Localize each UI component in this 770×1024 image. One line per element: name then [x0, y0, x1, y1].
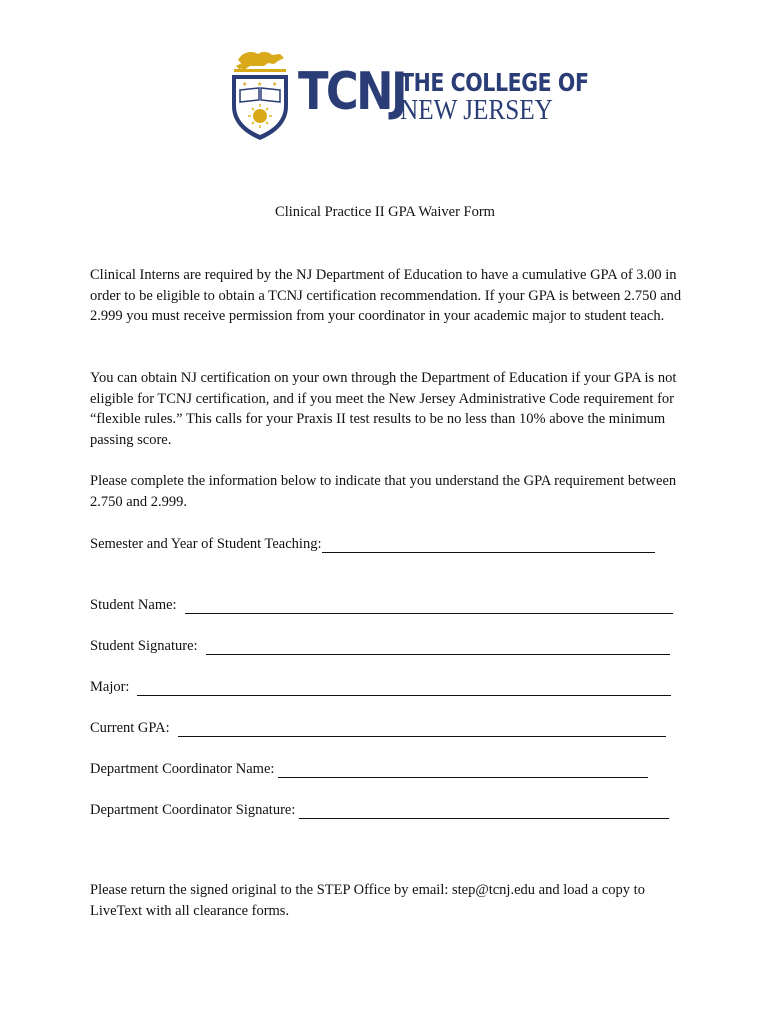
major-label: Major: — [90, 679, 130, 695]
paragraph-requirement: Clinical Interns are required by the NJ Department of Education to have a cumulative GPA of 3.00 in order to be eligible to obtain a TCNJ certification recommendation. If your GPA is between 2.750 and 2.999 you must receive permission from your coordinator in your academic major to student teach. — [90, 267, 682, 324]
coordinator-signature-field — [90, 799, 669, 819]
student-signature-label: Student Signature: — [90, 638, 198, 654]
coordinator-name-input-line[interactable] — [278, 762, 648, 778]
logo-name-line1: THE COLLEGE OF — [400, 68, 589, 97]
student-signature-field — [90, 635, 670, 655]
student-signature-input-line[interactable] — [206, 639, 670, 655]
paragraph-nj-certification: You can obtain NJ certification on your own through the Department of Education if your GPA is not eligible for TCNJ certification, and if you meet the New Jersey Administrative Code requirement for “flexible rules.” This calls for your Praxis II test results to be no less than 10% above the minimum passing score. — [90, 370, 677, 448]
coordinator-name-label: Department Coordinator Name: — [90, 761, 275, 777]
current-gpa-label: Current GPA: — [90, 720, 170, 736]
return-instructions: Please return the signed original to the STEP Office by email: step@tcnj.edu and load a copy to LiveText with all clearance forms. — [90, 882, 645, 919]
coordinator-signature-label: Department Coordinator Signature: — [90, 802, 296, 818]
semester-input-line[interactable] — [322, 537, 655, 553]
svg-text:★: ★ — [242, 81, 248, 88]
college-crest-icon — [228, 48, 292, 143]
student-name-input-line[interactable] — [185, 598, 673, 614]
logo-wordmark: TCNJ — [298, 62, 406, 122]
coordinator-name-field — [90, 758, 648, 778]
major-input-line[interactable] — [137, 680, 671, 696]
form-title: Clinical Practice II GPA Waiver Form — [275, 204, 495, 220]
logo-name-line2: NEW JERSEY — [400, 95, 553, 126]
current-gpa-field — [90, 717, 666, 737]
student-name-field — [90, 594, 673, 614]
student-name-label: Student Name: — [90, 597, 177, 613]
major-field — [90, 676, 671, 696]
paragraph-instructions: Please complete the information below to indicate that you understand the GPA requirement between 2.750 and 2.999. — [90, 473, 677, 510]
semester-field — [90, 533, 655, 553]
current-gpa-input-line[interactable] — [178, 721, 666, 737]
svg-text:★: ★ — [257, 81, 263, 88]
tcnj-logo — [228, 48, 589, 143]
semester-label: Semester and Year of Student Teaching: — [90, 536, 322, 552]
svg-text:★: ★ — [272, 81, 278, 88]
coordinator-signature-input-line[interactable] — [299, 803, 669, 819]
